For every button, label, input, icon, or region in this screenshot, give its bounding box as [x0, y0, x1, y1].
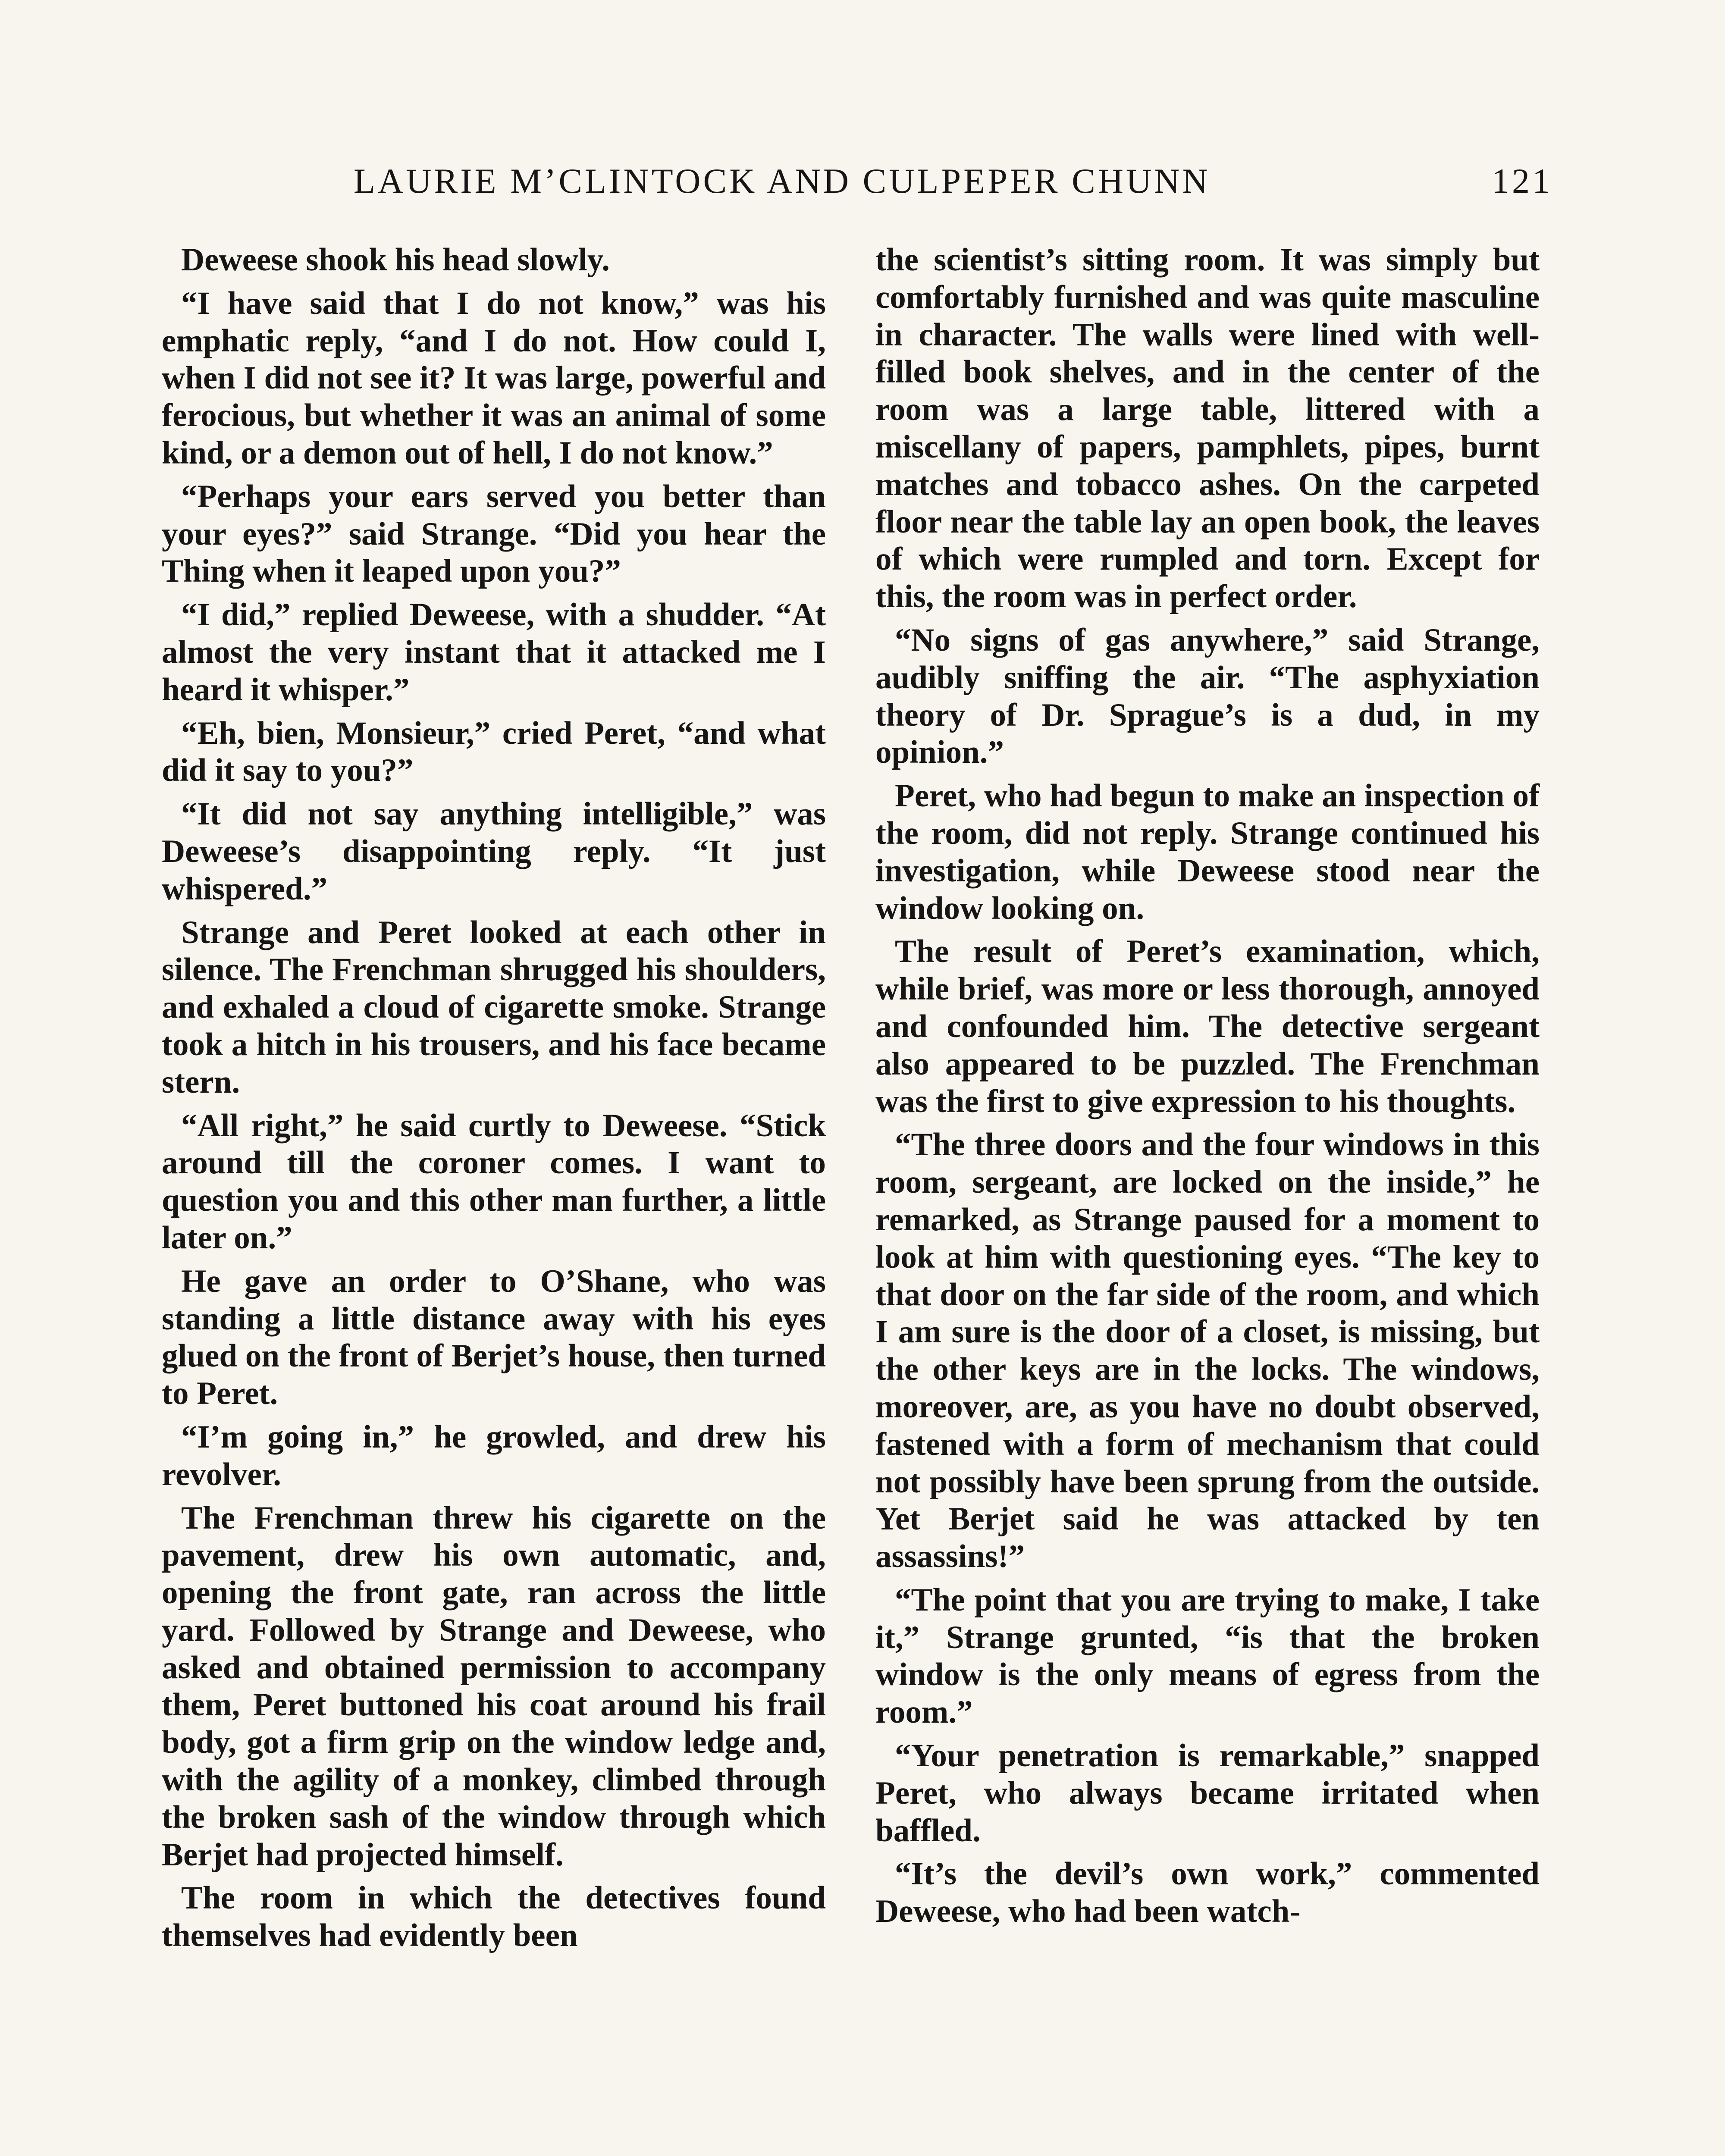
paragraph: He gave an order to O’Shane, who was standing a little distance away with his eyes glued on the front of Berjet’s house, then turned to Peret. — [162, 1263, 826, 1412]
paragraph: The room in which the detectives found themselves had evidently been — [162, 1880, 826, 1954]
paragraph: “Eh, bien, Monsieur,” cried Peret, “and what did it say to you?” — [162, 715, 826, 789]
page-header — [336, 155, 1552, 207]
paragraph: “No signs of gas anywhere,” said Strange, audibly sniffing the air. “The asphyxiation theory of Dr. Sprague’s is a dud, in my opinion.” — [875, 622, 1540, 771]
page-number: 121 — [1492, 161, 1552, 201]
paragraph: “I have said that I do not know,” was his emphatic reply, “and I do not. How could I, when I did not see it? It was large, powerful and ferocious, but whether it was an animal of some kind, or a demon out of hell, I do not know.” — [162, 285, 826, 471]
paragraph: “The point that you are trying to make, I take it,” Strange grunted, “is that the broken window is the only means of egress from the room.” — [875, 1582, 1540, 1730]
paragraph: “It’s the devil’s own work,” commented Deweese, who had been watch- — [875, 1856, 1540, 1930]
paragraph: Peret, who had begun to make an inspection of the room, did not reply. Strange continued his investigation, while Deweese stood near the window looking on. — [875, 778, 1540, 926]
paragraph: “Your penetration is remarkable,” snapped Peret, who always became irritated when baffled. — [875, 1738, 1540, 1849]
paragraph: “Perhaps your ears served you better than your eyes?” said Strange. “Did you hear the Thing when it leaped upon you?” — [162, 478, 826, 589]
paragraph: The result of Peret’s examination, which, while brief, was more or less thorough, annoyed and confounded him. The detective sergeant also appeared to be puzzled. The Frenchman was the first to give expression to his thoughts. — [875, 934, 1540, 1119]
paragraph: “All right,” he said curtly to Deweese. “Stick around till the coroner comes. I want to question you and this other man further, a little later on.” — [162, 1107, 826, 1256]
paragraph: The Frenchman threw his cigarette on the pavement, drew his own automatic, and, opening the front gate, ran across the little yard. Followed by Strange and Deweese, who asked and obtained permission to accompany them, Peret buttoned his coat around his frail body, got a firm grip on the window ledge and, with the agility of a monkey, climbed through the broken sash of the window through which Berjet had projected himself. — [162, 1500, 826, 1873]
paragraph: “I did,” replied Deweese, with a shudder. “At almost the very instant that it attacked me I heard it whisper.” — [162, 597, 826, 708]
paragraph: “I’m going in,” he growled, and drew his revolver. — [162, 1419, 826, 1492]
paragraph: “The three doors and the four windows in this room, sergeant, are locked on the inside,” he remarked, as Strange paused for a moment to look at him with questioning eyes. “The key to that door on the far side of the room, and which I am sure is the door of a closet, is missing, but the other keys are in the locks. The windows, moreover, are, as you have no doubt observed, fastened with a form of mechanism that could not possibly have been sprung from the outside. Yet Berjet said he was attacked by ten assassins!” — [875, 1127, 1540, 1575]
paragraph-continued: the scientist’s sitting room. It was simply but comfortably furnished and was quite masculine in character. The walls were lined with well-filled book shelves, and in the center of the room was a large table, littered with a miscellany of papers, pamphlets, pipes, burnt matches and tobacco ashes. On the carpeted floor near the table lay an open book, the leaves of which were rumpled and torn. Except for this, the room was in perfect order. — [875, 242, 1540, 615]
right-column — [875, 241, 1540, 1937]
left-column — [162, 241, 826, 1961]
paragraph: “It did not say anything intelligible,” was Deweese’s disappointing reply. “It just whispered.” — [162, 796, 826, 907]
running-title: LAURIE M’CLINTOCK AND CULPEPER CHUNN — [354, 161, 1211, 201]
paragraph: Strange and Peret looked at each other in silence. The Frenchman shrugged his shoulders, and exhaled a cloud of cigarette smoke. Strange took a hitch in his trousers, and his face became stern. — [162, 914, 826, 1100]
paragraph: Deweese shook his head slowly. — [181, 242, 610, 278]
